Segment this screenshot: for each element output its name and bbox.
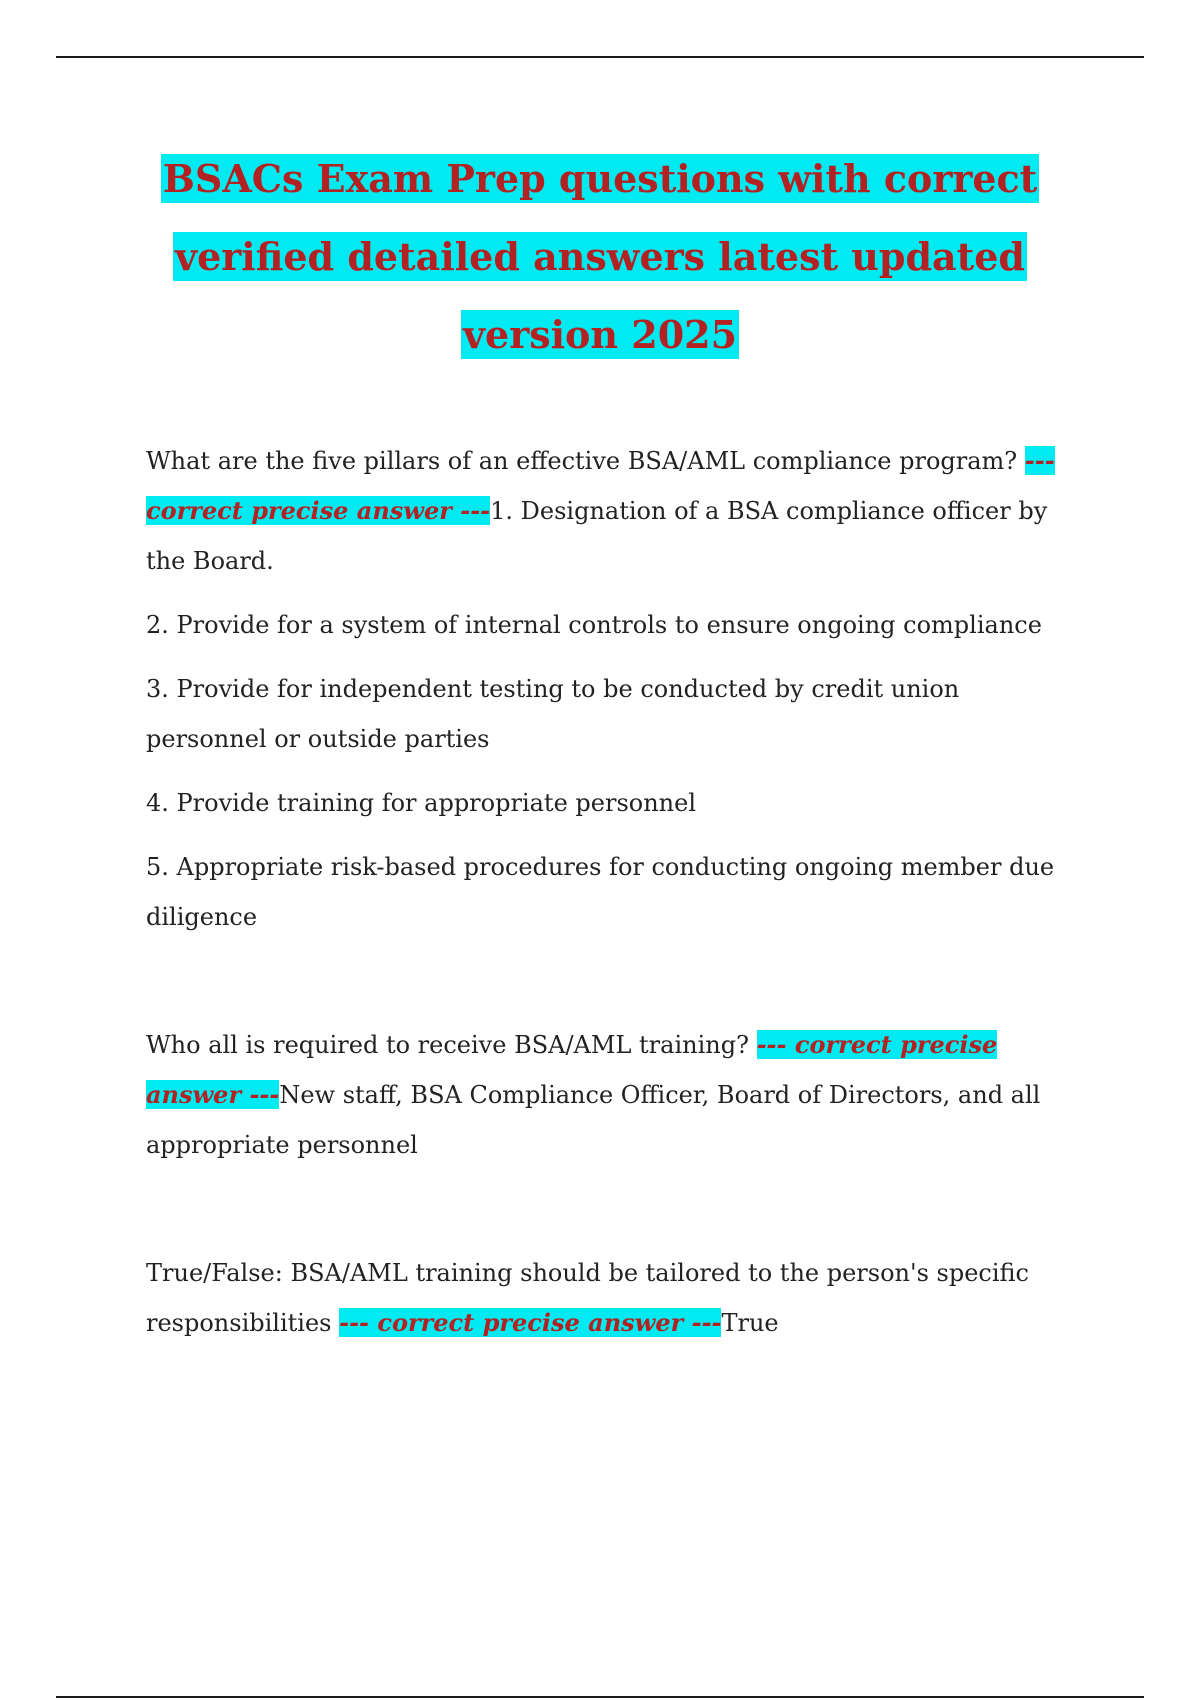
answer-item: 5. Appropriate risk-based procedures for conducting ongoing member due diligence [146,853,1055,931]
question-text: True/False: BSA/AML training should be tailored to the person's specific responsibilities [146,1259,1029,1337]
document-body [146,436,1086,1362]
answer-tag: --- correct precise answer --- [339,1308,722,1337]
bottom-rule [56,1696,1144,1698]
question-text: What are the five pillars of an effective BSA/AML compliance program? [146,447,1025,475]
section-gap [146,1184,1086,1248]
qa-block-1 [146,436,1086,942]
document-title [100,140,1100,374]
qa-1-paragraph [146,436,1086,586]
title-line-2: verified detailed answers latest updated [175,234,1025,279]
section-gap [146,956,1086,1020]
title-line-3: version 2025 [462,312,738,357]
question-text: Who all is required to receive BSA/AML training? [146,1031,757,1059]
qa-2-paragraph [146,1020,1086,1170]
qa-3-paragraph [146,1248,1086,1348]
answer-item: 2. Provide for a system of internal controls to ensure ongoing compliance [146,611,1042,639]
answer-tag: --- correct precise answer --- [146,446,1055,525]
top-rule [56,56,1144,58]
answer-text: New staff, BSA Compliance Officer, Board of Directors, and all appropriate personnel [146,1081,1041,1159]
answer-item: 3. Provide for independent testing to be conducted by credit union personnel or outside parties [146,675,960,753]
qa-block-3 [146,1248,1086,1348]
answer-item: 4. Provide training for appropriate personnel [146,789,696,817]
answer-text: True [721,1309,779,1337]
title-line-1: BSACs Exam Prep questions with correct [162,156,1038,201]
answer-tag: --- correct precise answer --- [146,1030,998,1109]
answer-text: 1. Designation of a BSA compliance officer by the Board. [146,497,1048,575]
qa-block-2 [146,1020,1086,1170]
